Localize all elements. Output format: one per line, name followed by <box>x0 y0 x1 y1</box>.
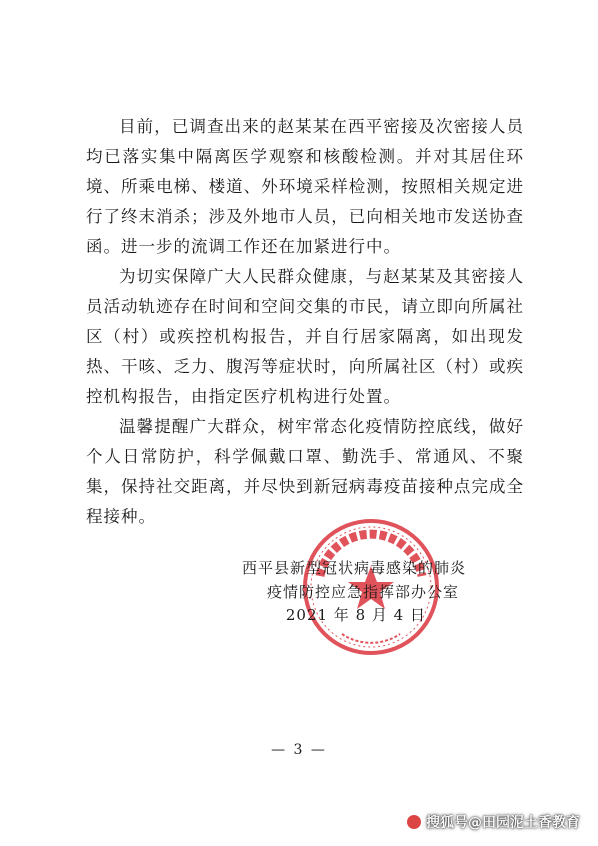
issue-date: 2021 年 8 月 4 日 <box>285 606 426 624</box>
watermark <box>406 812 580 832</box>
watermark-text: 搜狐号@田园泥土香教育 <box>426 815 580 831</box>
page-number: — 3 — <box>271 742 327 758</box>
paragraph-1: 目前，已调查出来的赵某某在西平密接及次密接人员均已落实集中隔离医学观察和核酸检测。并对其居住环境、所乘电梯、楼道、外环境采样检测，按照相关规定进行了终末消杀；涉及外地市人员，已向相关地市发送协查函。进一步的流调工作还在加紧进行中。 <box>86 117 524 256</box>
issuer-line-1: 西平县新型冠状病毒感染的肺炎 <box>241 559 466 577</box>
paragraph-2: 为切实保障广大人民群众健康，与赵某某及其密接人员活动轨迹存在时间和空间交集的市民，请立即向所属社区（村）或疾控机构报告，并自行居家隔离，如出现发热、干咳、乏力、腹泻等症状时，向所属社区（村）或疾控机构报告，由指定医疗机构进行处置。 <box>86 267 524 406</box>
sohu-logo-icon <box>406 814 422 830</box>
paragraph-3: 温馨提醒广大群众，树牢常态化疫情防控底线，做好个人日常防护，科学佩戴口罩、勤洗手、常通风、不聚集，保持社交距离，并尽快到新冠病毒疫苗接种点完成全程接种。 <box>86 417 524 526</box>
issuer-line-2: 疫情防控应急指挥部办公室 <box>266 583 459 601</box>
